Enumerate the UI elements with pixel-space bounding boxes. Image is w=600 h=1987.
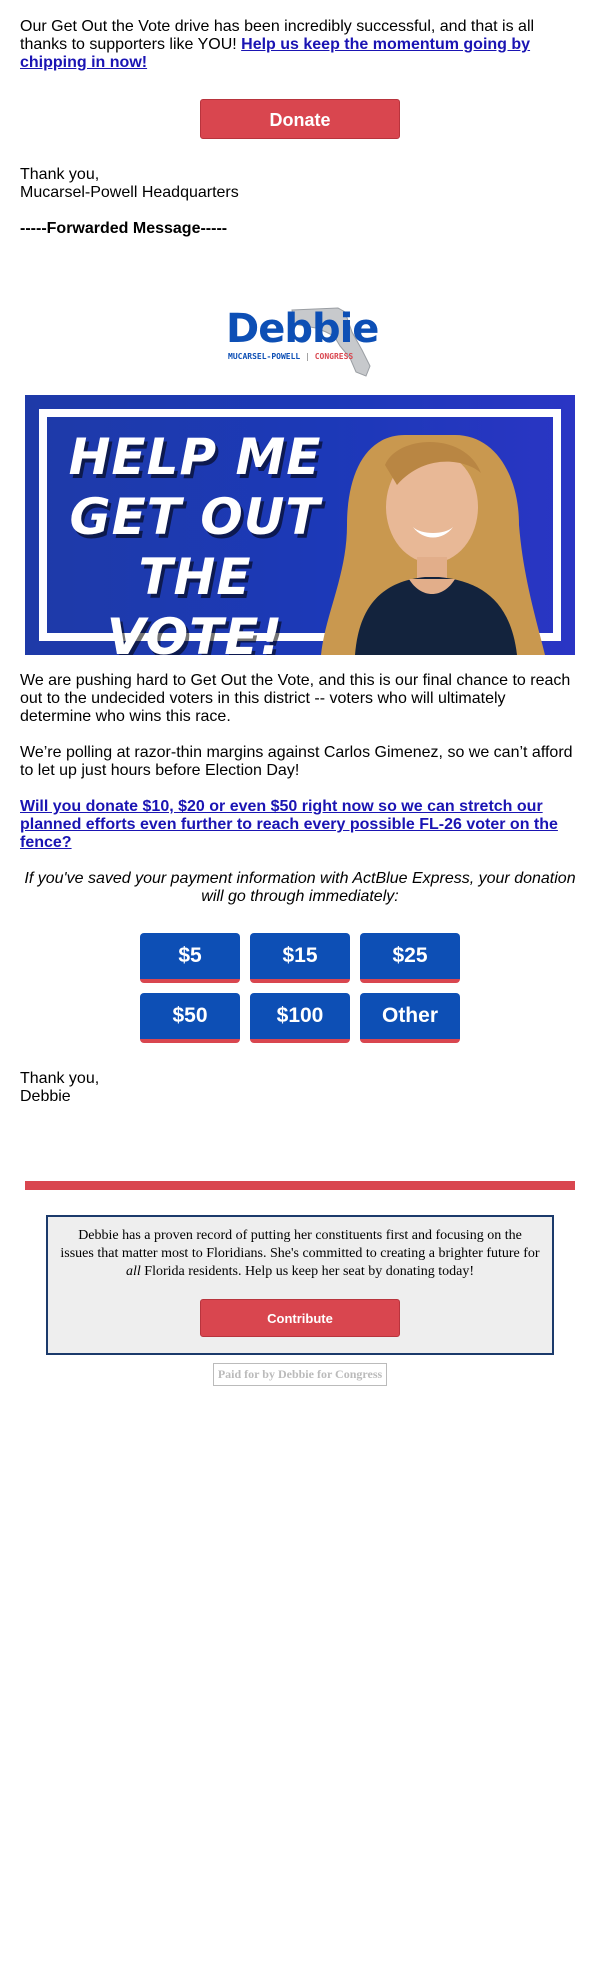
candidate-photo	[25, 395, 575, 655]
body-paragraph-2: We’re polling at razor-thin margins against Carlos Gimenez, so we can’t afford to let up just hours before Election Day!	[20, 744, 573, 779]
hero-line-3: THE VOTE!	[106, 548, 284, 655]
donate-button[interactable]: Donate	[200, 99, 400, 139]
campaign-logo	[0, 298, 600, 378]
donate-ask-paragraph	[0, 798, 600, 852]
actblue-express-note: If you've saved your payment information with ActBlue Express, your donation will go through immediately:	[24, 870, 576, 905]
hero-line-2: GET OUT	[69, 488, 321, 546]
amount-button-15[interactable]: $15	[250, 933, 350, 983]
intro-paragraph	[0, 18, 600, 72]
signoff-hq-thanks: Thank you,	[20, 166, 100, 183]
footer-text	[60, 1227, 540, 1281]
footer-text-before: Debbie has a proven record of putting her constituents first and focusing on the issues that matter most to Floridians. She's committed to creating a brighter future for	[60, 1228, 540, 1261]
footer-text-italic: all	[126, 1264, 141, 1279]
amount-button-other[interactable]: Other	[360, 993, 460, 1043]
forwarded-message-heading: -----Forwarded Message-----	[20, 220, 228, 237]
amount-button-50[interactable]: $50	[140, 993, 240, 1043]
hero-line-1: HELP ME	[68, 428, 322, 486]
signoff-debbie-name: Debbie	[20, 1088, 71, 1105]
intro-text: Our Get Out the Vote drive has been incredibly successful, and that is all thanks to supporters like YOU!	[20, 18, 535, 53]
signoff-hq-name: Mucarsel-Powell Headquarters	[20, 184, 239, 201]
signoff-hq	[0, 166, 600, 202]
logo-subtitle-left: MUCARSEL-POWELL	[228, 352, 301, 361]
logo-name: Debbie	[226, 306, 379, 352]
divider-bar	[25, 1181, 575, 1190]
footer-text-after: Florida residents. Help us keep her seat by donating today!	[140, 1264, 474, 1279]
footer-box	[46, 1215, 554, 1355]
contribute-button[interactable]: Contribute	[200, 1299, 400, 1337]
amount-button-5[interactable]: $5	[140, 933, 240, 983]
logo-subtitle-right: CONGRESS	[314, 352, 354, 361]
signoff-debbie	[0, 1070, 600, 1106]
amount-button-25[interactable]: $25	[360, 933, 460, 983]
body-paragraph-1: We are pushing hard to Get Out the Vote, and this is our final chance to reach out to the undecided voters in this district -- voters who will ultimately determine who wins this race.	[20, 672, 571, 725]
amount-button-100[interactable]: $100	[250, 993, 350, 1043]
logo-subtitle: MUCARSEL-POWELL | CONGRESS	[228, 352, 354, 361]
signoff-debbie-thanks: Thank you,	[20, 1070, 100, 1087]
paid-for-notice: Paid for by Debbie for Congress	[213, 1363, 387, 1386]
hero-banner	[25, 395, 575, 655]
amount-row-1	[0, 933, 600, 983]
donate-ask-link[interactable]: Will you donate $10, $20 or even $50 right now so we can stretch our planned efforts even further to reach every possible FL-26 voter on the fence?	[20, 798, 558, 851]
momentum-link[interactable]: Help us keep the momentum going by chipping in now!	[20, 36, 531, 71]
amount-row-2	[0, 993, 600, 1043]
